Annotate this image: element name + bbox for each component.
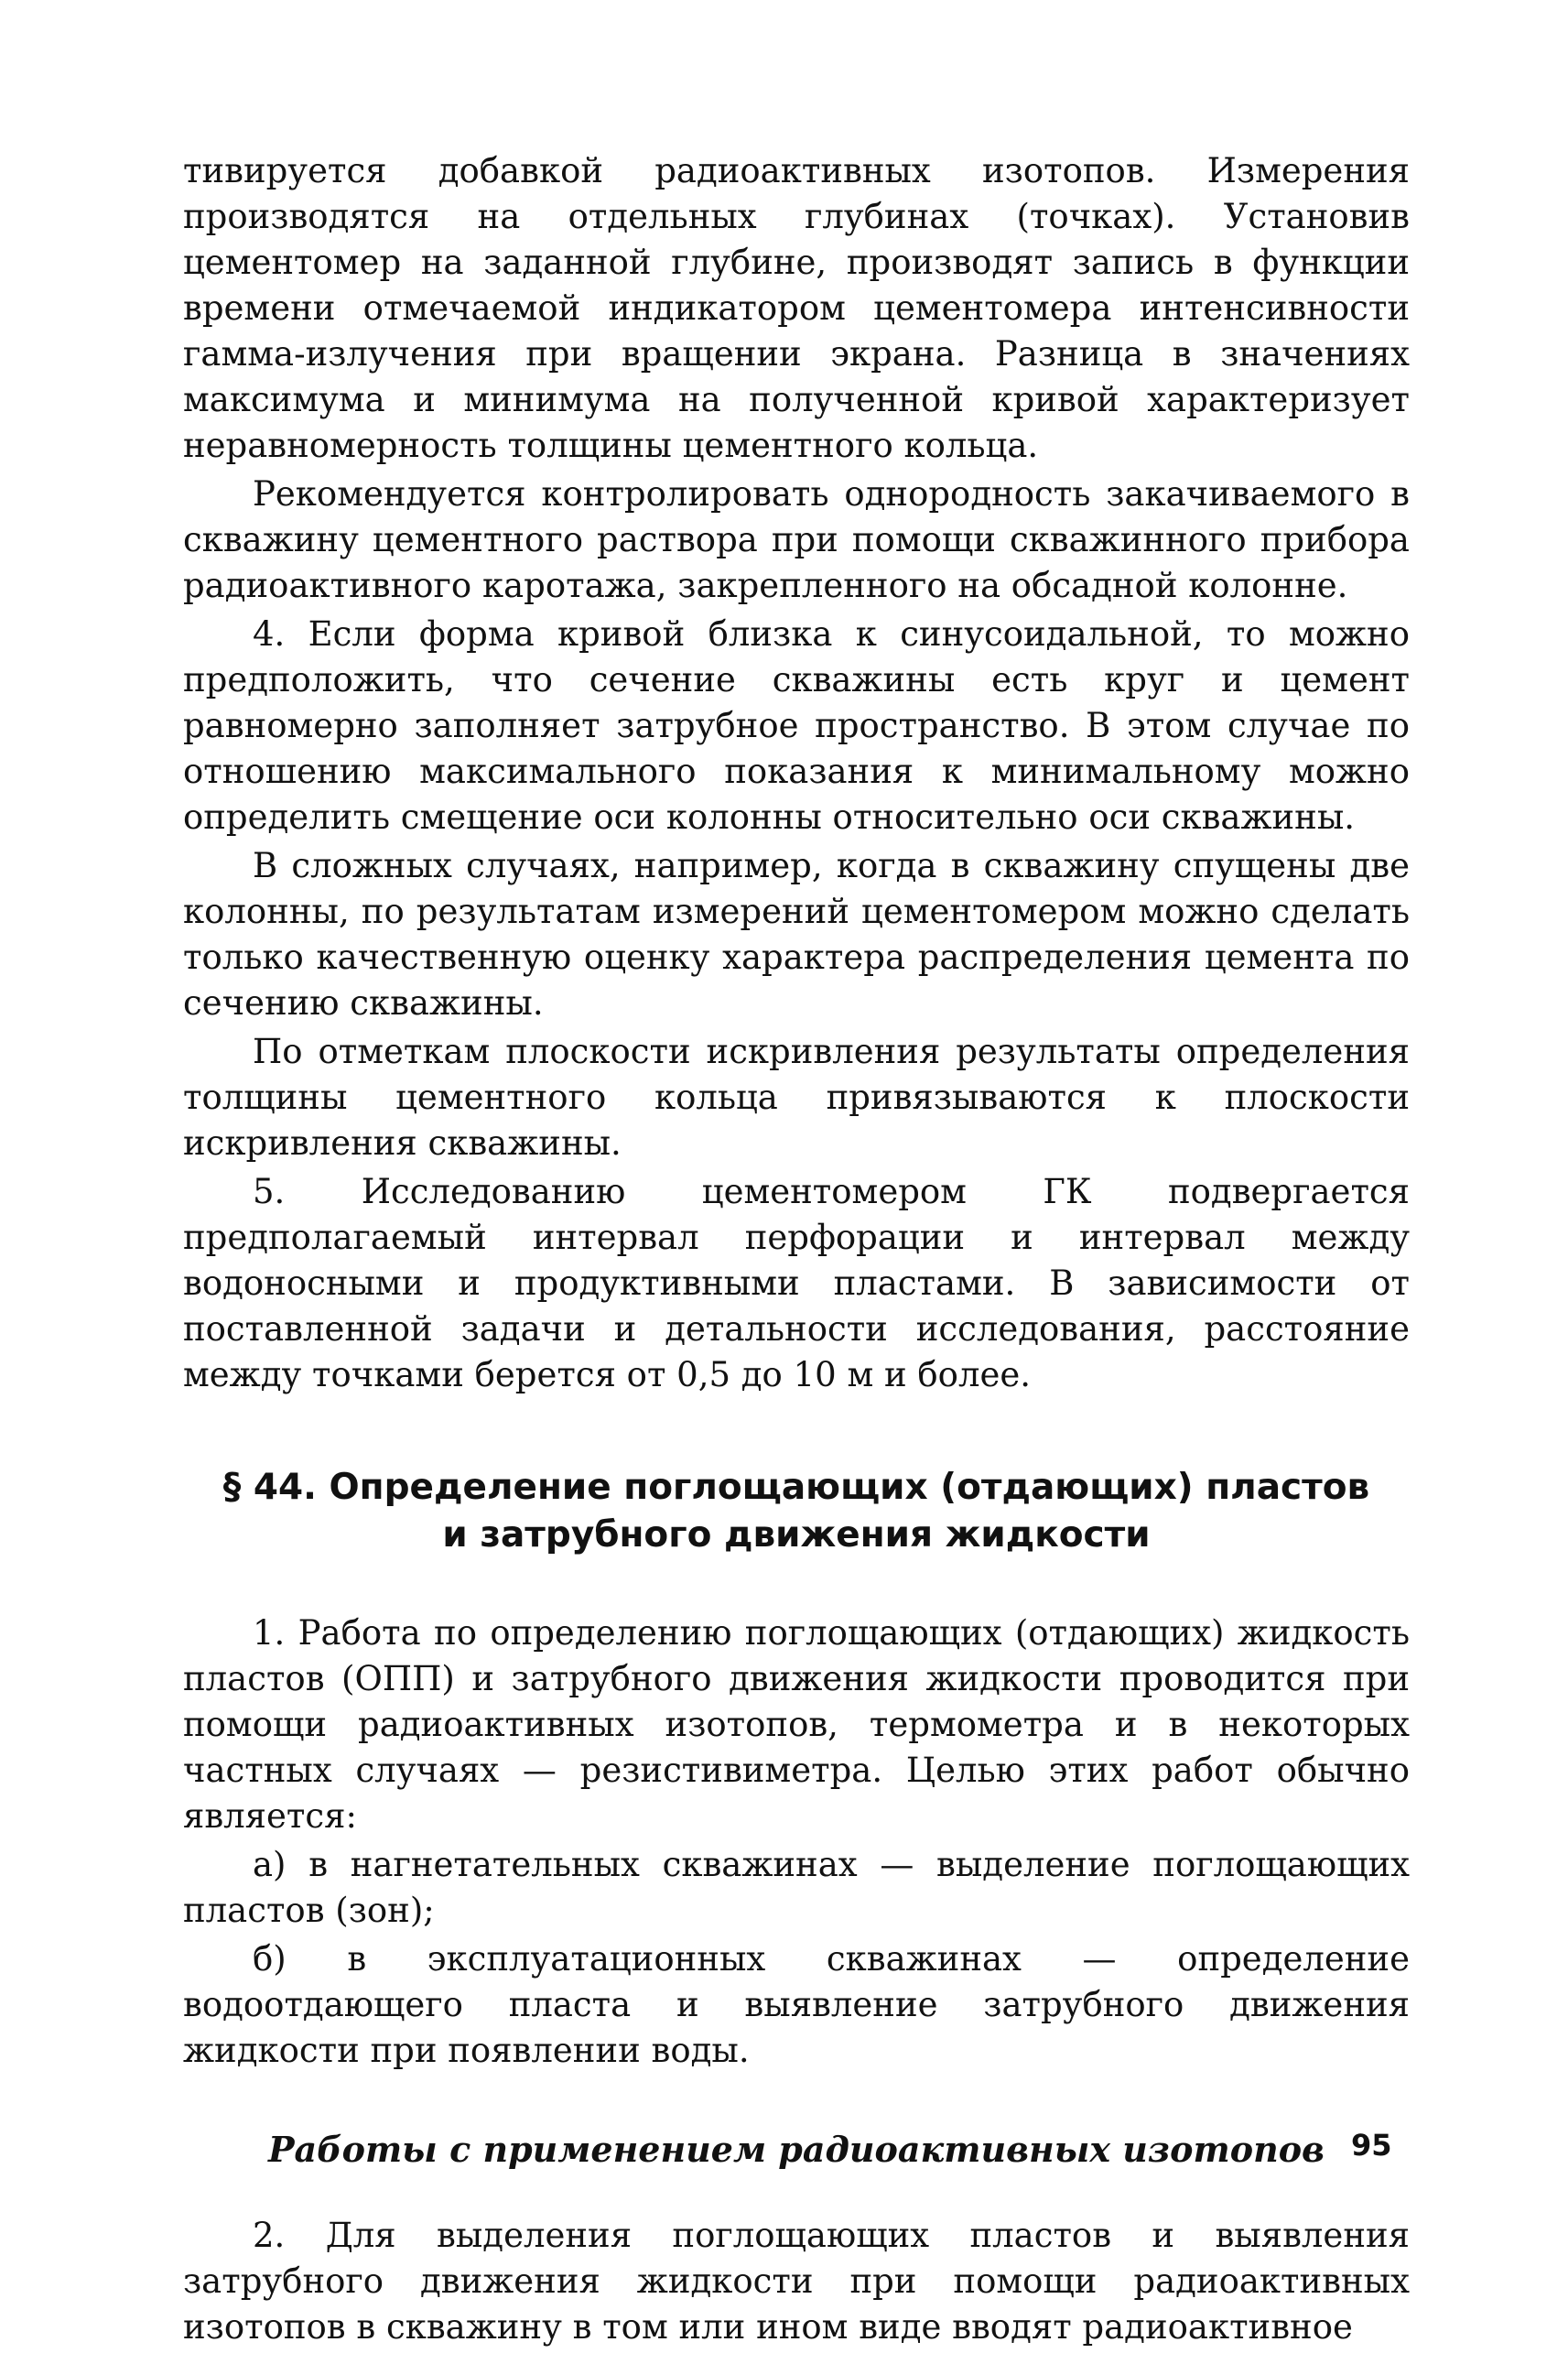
section-heading-line-1: § 44. Определение поглощающих (отдающих) пластов (222, 1467, 1370, 1508)
paragraph: В сложных случаях, например, когда в скважину спущены две колонны, по результатам измерений цементомером можно сделать только качественную оценку характера распределения цемента по сечению скважины. (183, 846, 1410, 1023)
paragraph-list-item: а) в нагнетательных скважинах — выделение поглощающих пластов (зон); (183, 1845, 1410, 1930)
paragraph: 5. Исследованию цементомером ГК подвергается предполагаемый интервал перфорации и интервал между водоносными и продуктивными пластами. В зависимости от поставленной задачи и детальности исследования, расстояние между точками берется от 0,5 до 10 м и более. (183, 1172, 1410, 1394)
section-heading (183, 1464, 1410, 1559)
section-heading-line-2: и затрубного движения жидкости (442, 1514, 1151, 1556)
paragraph: 4. Если форма кривой близка к синусоидальной, то можно предположить, что сечение скважины есть круг и цемент равномерно заполняет затрубное пространство. В этом случае по отношению максимального показания к минимальному можно определить смещение оси колонны относительно оси скважины. (183, 614, 1410, 837)
paragraph: Рекомендуется контролировать однородность закачиваемого в скважину цементного раствора при помощи скважинного прибора радиоактивного каротажа, закрепленного на обсадной колонне. (183, 474, 1410, 605)
paragraph: 2. Для выделения поглощающих пластов и выявления затрубного движения жидкости при помощи радиоактивных изотопов в скважину в том или ином виде вводят радиоактивное (183, 2216, 1410, 2347)
subsection-heading: Работы с применением радиоактивных изотопов (267, 2129, 1325, 2170)
paragraph: По отметкам плоскости искривления результаты определения толщины цементного кольца привязываются к плоскости искривления скважины. (183, 1032, 1410, 1163)
page-number: 95 (1351, 2128, 1392, 2163)
page-body (183, 148, 1410, 2353)
paragraph-continuation: тивируется добавкой радиоактивных изотопов. Измерения производятся на отдельных глубинах (точках). Установив цементомер на заданной глубине, производят запись в функции времени отмечаемой индикатором цементомера интенсивности гамма-излучения при вращении экрана. Разница в значениях максимума и минимума на полученной кривой характеризует неравномерность толщины цементного кольца. (183, 151, 1410, 465)
paragraph-list-item: б) в эксплуатационных скважинах — определение водоотдающего пласта и выявление затрубного движения жидкости при появлении воды. (183, 1939, 1410, 2070)
paragraph: 1. Работа по определению поглощающих (отдающих) жидкость пластов (ОПП) и затрубного движения жидкости проводится при помощи радиоактивных изотопов, термометра и в некоторых частных случаях — резистивиметра. Целью этих работ обычно является: (183, 1613, 1410, 1836)
